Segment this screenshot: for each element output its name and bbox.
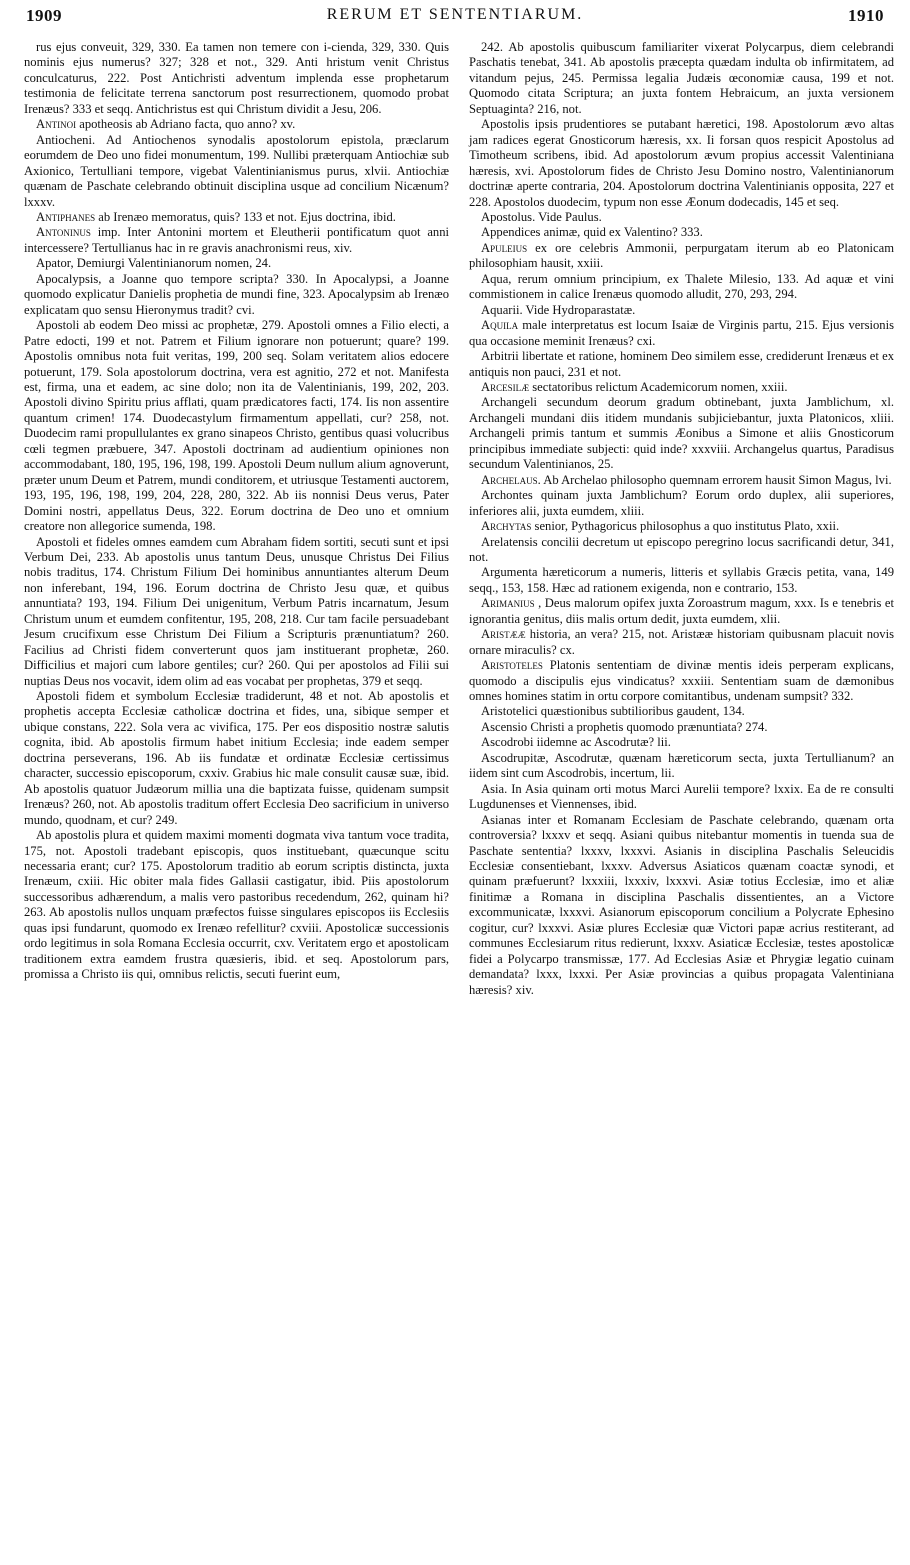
entry-text: Archangeli secundum deorum gradum obtinebant, juxta Jamblichum, xl. Archangeli mundani diis itidem mundanis subjiciebantur, juxta Platonicos, xliii. Archangeli primis tantum et summis Æonibus a Simone et aliis Gnosticorum principibus immediate subjecti: quid inde? xxxviii. Archangelus quartus, Paradisus secundum Valentinianos, 25. bbox=[469, 395, 894, 472]
entry-text: apotheosis ab Adriano facta, quo anno? xv. bbox=[79, 117, 296, 132]
entry-text: Argumenta hæreticorum a numeris, litteris et syllabis Græcis petita, vana, 149 seqq., 153, 158. Hæc ad rationem exigenda, non e contrario, 153. bbox=[469, 565, 894, 595]
index-entry bbox=[24, 535, 449, 690]
index-entry bbox=[469, 473, 894, 488]
entry-text: Apator, Demiurgi Valentinianorum nomen, 24. bbox=[36, 256, 272, 271]
right-column-number: 1910 bbox=[848, 6, 884, 25]
entry-lemma: Antinoi bbox=[36, 117, 77, 132]
index-entry bbox=[24, 40, 449, 117]
entry-text: Aqua, rerum omnium principium, ex Thalete Milesio, 133. Ad aquæ et vini commistionem in calice Irenæus quomodo alludit, 270, 293, 294. bbox=[469, 271, 894, 302]
entry-text: Aquarii. Vide Hydroparastatæ. bbox=[481, 302, 636, 317]
entry-text: Apostoli et fideles omnes eamdem cum Abraham fidem sortiti, secuti sunt et ipsi Verbum Dei, 233. Ab apostolis unus tantum Deus, unusque Christus Dei Filius nobis traditus, 174. Christum Filium Dei hominibus annuntiantes alterum Deum non inferebant, 194, 196. Eorum doctrina de Christo Jesu quæ, et quibus annuntiata? 193, 194. Filium Dei unigenitum, Verbum Patris incarnatum, Jesum Christum unum et eumdem confitentur, 195, 208, 218. Cur tam facile persuadebant Jesum crucifixum esse Christum Dei Filium a Scripturis prænuntiatum? 260. Facilius ad Christi fidem converterunt quos jam instituerant prophetæ, 260. Difficilius et majori cum labore gentiles; cur? 260. Qui per apostolos ad Filii sui nuptias Deus nos vocavit, idem olim ad eas vocabat per prophetas, 379 et seqq. bbox=[24, 534, 449, 688]
index-entry bbox=[24, 318, 449, 534]
entry-text: Platonis sententiam de divinæ mentis ideis perperam explicans, quomodo a discipulis ejus vindicatus? xxxiii. Sententiam suam de dæmonibus omnes homines statim in ortu corpore comitantibus, undenam sumpsit? 332. bbox=[469, 658, 894, 704]
entry-text: Apocalypsis, a Joanne quo tempore scripta? 330. In Apocalypsi, a Joanne quomodo explicatur Danielis prophetia de mundi fine, 323. Apocalypsim ab Irenæo explicatam quo sensu Hieronymus tradit? cvi. bbox=[24, 271, 449, 317]
entry-text: Ascodrobi iidemne ac Ascodrutæ? lii. bbox=[481, 735, 671, 750]
entry-text: sectatoribus relictum Academicorum nomen, xxiii. bbox=[532, 379, 788, 394]
entry-text: rus ejus conveuit, 329, 330. Ea tamen non temere con i-cienda, 329, 330. Quis nominis ejus numerus? 327; 328 et not., 329. Anti hristum venit Christus conculcaturus, 222. Post Antichristi adventum implenda esse prophetarum testimonia de felicitate terrena sanctorum post resurrectionem, quomodo probat Irenæus? 333 et seqq. Antichristus est qui Christum dividit a Jesu, 206. bbox=[24, 40, 449, 116]
entry-text: Arbitrii libertate et ratione, hominem Deo similem esse, crediderunt Irenæus et ex antiquis non pauci, 231 et not. bbox=[469, 349, 894, 379]
index-entry bbox=[469, 40, 894, 117]
entry-lemma: Antoninus bbox=[36, 225, 91, 240]
index-entry bbox=[469, 596, 894, 627]
entry-lemma: Aristoteles bbox=[481, 658, 543, 673]
index-entry bbox=[469, 117, 894, 210]
index-entry bbox=[469, 303, 894, 318]
index-entry bbox=[24, 133, 449, 210]
entry-text: Asianas inter et Romanam Ecclesiam de Paschate celebrando, quænam orta controversia? lxxxv et seqq. Asiani quibus nitebantur momentis in tuenda sua de Paschate sententia? lxxxv, lxxxvi. Asianis in disciplina Paschalis Seleucidis Ecclesiæ consentiebant, lxxxv. Adversus Asiaticos quænam coactæ synodi, et quinam præfuerunt? lxxxiii, lxxxiv, lxxxvi. Asiæ totius Ecclesiæ, imo et aliæ finitimæ a Romana in disciplina Paschalis dissentientes, an a Victore excommunicatæ, lxxxvi. Asianorum episcoporum concilium a Polycrate Ephesino cogitur, cur? lxxxvi. Asiæ plures Ecclesiæ quæ Victori papæ acrius restiterant, ad communes Ecclesiarum ritus redierunt, lxxxv. Asiaticæ Ecclesiæ, testes apostolicæ fidei a Polycarpo transmissæ, 177. Ad Ecclesias Asiæ et Phrygiæ legatio cuinam demandata? lxxx, lxxxi. Per Asiæ provincias a quibus propagata Valentiniana hæresis? xiv. bbox=[469, 812, 894, 997]
index-entry bbox=[469, 519, 894, 534]
index-entry bbox=[24, 256, 449, 271]
entry-lemma: Archytas bbox=[481, 519, 532, 534]
entry-text: ex ore celebris Ammonii, perpurgatam iterum ab eo Platonicam philosophiam hausit, xxiii. bbox=[469, 240, 895, 271]
left-column-number: 1909 bbox=[26, 6, 62, 25]
entry-lemma: Arcesilæ bbox=[481, 379, 530, 394]
entry-text: Ab apostolis plura et quidem maximi momenti dogmata viva tantum voce tradita, 175, not. Apostoli tradebant episcopis, quos instituebant, quæcunque scitu necessaria erant; cur? 175. Apostolorum traditio ab eorum scriptis distincta, juxta Irenæum, cxiii. Hic obiter mala fides Gallasii castigatur, ibid. Piis apostolorum successoribus adhærendum, a malis vero pastoribus recedendum, 262, quinam hi? 263. Ab apostolis nullos unquam præfectos fuisse singulares episcopos iis Ecclesiis quas ipsi fundarunt, quomodo ex Irenæo refellitur? cxviii. Apostolicæ successionis ordo legitimus in sola Romana Ecclesia occurrit, cxv. Veritatem ergo et apostolicam traditionem extra eamdem frustra quæsieris, ibid. et seq. Apostolorum pars, promissa a Christo iis qui, omnibus relictis, secuti fuerint eum, bbox=[24, 828, 449, 982]
index-entry bbox=[469, 225, 894, 240]
index-entry bbox=[469, 565, 894, 596]
entry-text: historia, an vera? 215, not. Aristææ historiam quibusnam placuit novis ornare miraculis? cx. bbox=[469, 627, 894, 657]
index-entry bbox=[469, 272, 894, 303]
index-entry bbox=[469, 535, 894, 566]
index-entry bbox=[469, 488, 894, 519]
entry-text: , Deus malorum opifex juxta Zoroastrum magum, xxx. Is e tenebris et ignorantia genitus, diis malis ortum dedit, juxta eumdem, xlii. bbox=[469, 596, 894, 626]
entry-lemma: Antiphanes bbox=[36, 209, 96, 224]
running-title: RERUM ET SENTENTIARUM. bbox=[326, 6, 584, 23]
index-entry bbox=[469, 627, 894, 658]
entry-lemma: Archelaus. bbox=[481, 472, 541, 487]
entry-lemma: Aristææ bbox=[481, 627, 526, 642]
index-entry bbox=[469, 813, 894, 998]
entry-lemma: Aquila bbox=[481, 318, 519, 333]
index-entry bbox=[469, 782, 894, 813]
right-index-column bbox=[469, 40, 894, 998]
entry-text: Aristotelici quæstionibus subtilioribus gaudent, 134. bbox=[481, 704, 745, 719]
entry-text: senior, Pythagoricus philosophus a quo institutus Plato, xxii. bbox=[534, 519, 840, 534]
entry-text: Arelatensis concilii decretum ut episcopo peregrino locus sacrificandi detur, 341, not. bbox=[469, 534, 894, 564]
entry-text: Ascodrupitæ, Ascodrutæ, quænam hæreticorum secta, juxta Tertullianum? an iidem sint cum Ascodrobis, incertum, lii. bbox=[469, 750, 894, 781]
index-entry bbox=[24, 210, 449, 225]
index-entry bbox=[469, 704, 894, 719]
index-entry bbox=[469, 395, 894, 472]
entry-text: Appendices animæ, quid ex Valentino? 333. bbox=[481, 225, 703, 240]
entry-text: Ascensio Christi a prophetis quomodo prænuntiata? 274. bbox=[481, 719, 768, 734]
index-entry bbox=[24, 828, 449, 983]
entry-text: Apostoli ab eodem Deo missi ac prophetæ, 279. Apostoli omnes a Filio electi, a Patre edocti, 199 et not. Patrem et Filium ignorare non potuerunt; quare? 199. Apostolis omnibus nota fuit veritas, 199, 200 seq. Solam veritatem alios edocere potuerunt, 179. Sola apostolorum doctrina, vera est agnitio, 272 et not. Manifesta est, firma, una et eadem, ac sine dolo; non ita de Valentinianis, 199, 202, 203. Apostoli divino Spiritu prius afflati, quam prædicatores facti, 174. Iis non assentire quantum crimen! 174. Duodecastylum firmamentum appellati, cur? 258, not. Duodecim rami propullulantes ex grano sinapeos Christo, gentibus quasi volucribus cœli tegmen præbuere, 347. Apostoli doctrinam ad audientium opiniones non accommodabant, 180, 195, 196, 198, 199. Apostoli Deum nullum alium agnoverunt, præter unum Deum et Patrem, mundi conditorem, et utriusque Testamenti auctorem, 193, 195, 196, 198, 199, 204, 228, 280, 322. Ab iis nonnisi Deus verus, Pater Domini nostri, appellatus Deus, 322. Eorum doctrina de Deo uno et omnium creatore non allegorice sumenda, 198. bbox=[24, 318, 449, 534]
index-entry bbox=[469, 751, 894, 782]
index-entry bbox=[469, 318, 894, 349]
entry-lemma: Arimanius bbox=[481, 596, 535, 611]
index-entry bbox=[24, 117, 449, 132]
index-entry bbox=[469, 735, 894, 750]
left-index-column bbox=[24, 40, 449, 983]
page-header bbox=[20, 6, 890, 32]
entry-text: Asia. In Asia quinam orti motus Marci Aurelii tempore? lxxix. Ea de re consulti Lugdunenses et Viennenses, ibid. bbox=[469, 781, 894, 812]
index-entry bbox=[24, 225, 449, 256]
entry-text: imp. Inter Antonini mortem et Eleutherii pontificatum quot anni intercessere? Tertullianus hac in re gravis anachronismi reus, xiv. bbox=[24, 225, 449, 255]
entry-text: male interpretatus est locum Isaiæ de Virginis partu, 215. Ejus versionis qua occasione meminit Irenæus? cxi. bbox=[469, 318, 894, 348]
index-entry bbox=[469, 349, 894, 380]
entry-text: Ab Archelao philosopho quemnam errorem hausit Simon Magus, lvi. bbox=[543, 472, 892, 487]
index-entry bbox=[469, 720, 894, 735]
entry-lemma: Apuleius bbox=[481, 240, 528, 255]
entry-text: Antiocheni. Ad Antiochenos synodalis apostolorum epistola, præclarum eorumdem de Deo uno fidei monumentum, 199. Nullibi præterquam Antiochiæ sub Axionico, Tertulliani tempore, vigebat Valentinianismus purus, xlvii. Antiochiæ quænam de Paschate celebrando obtinuit disciplina usque ad concilium Nicænum? lxxxv. bbox=[24, 132, 449, 209]
entry-text: 242. Ab apostolis quibuscum familiariter vixerat Polycarpus, diem celebrandi Paschatis tenebat, 341. Ab apostolis præcepta quædam indulta ob infirmitatem, ad vitandum pejus, 245. Permissa legalia Judæis œconomiæ causa, 199 et not. Quomodo citata Scriptura; an juxta fontem Hebraicum, an juxta versionem Septuaginta? 216, not. bbox=[469, 40, 894, 116]
entry-text: Apostolis ipsis prudentiores se putabant hæretici, 198. Apostolorum ævo altas jam radices egerat Gnosticorum hæresis, xx. Ii forsan quos respicit Apostolus ad Timotheum scribens, ibid. Ad apostolorum ævum propius accessit Valentiniana hæresis, xvi. Apostolorum fides de Christo Jesu Domino nostro, Valentinianorum doctrinæ aperte contraria, 204. Apostolorum doctrina Valentinianis opposita, 227 et 228. Apostolos duodecim, typum non esse Æonum dodecadis, 145 et seq. bbox=[469, 117, 894, 209]
entry-text: ab Irenæo memoratus, quis? 133 et not. Ejus doctrina, ibid. bbox=[98, 209, 396, 224]
entry-text: Apostolus. Vide Paulus. bbox=[481, 209, 602, 224]
index-entry bbox=[469, 210, 894, 225]
index-entry bbox=[469, 241, 894, 272]
entry-text: Apostoli fidem et symbolum Ecclesiæ tradiderunt, 48 et not. Ab apostolis et prophetis accepta Ecclesiæ catholicæ doctrina et fides, una, sibique semper et ubique constans, 222. Sola vera ac vivifica, 175. Per eos dispositio nostræ salutis cognita, ibid. Ab apostolis firmum habet initium Ecclesia; inde eadem semper doctrina perseverans, 196. Ab iis fundatæ et ordinatæ Ecclesiæ certissimus character, successio episcoporum, cxxiv. Grabius hic male consulit causæ suæ, ibid. Ab apostolis quatuor Judæorum millia una die baptizata fuisse, quidenam sumpsit Irenæus? 260, not. Ab apostolis traditum offert Ecclesia Deo sacrificium in universo mundo, quodnam, et cur? 249. bbox=[24, 689, 449, 827]
index-entry bbox=[469, 380, 894, 395]
entry-text: Archontes quinam juxta Jamblichum? Eorum ordo duplex, alii superiores, inferiores alii, juxta eumdem, xliii. bbox=[469, 488, 894, 518]
index-entry bbox=[469, 658, 894, 704]
index-entry bbox=[24, 689, 449, 828]
index-entry bbox=[24, 272, 449, 318]
